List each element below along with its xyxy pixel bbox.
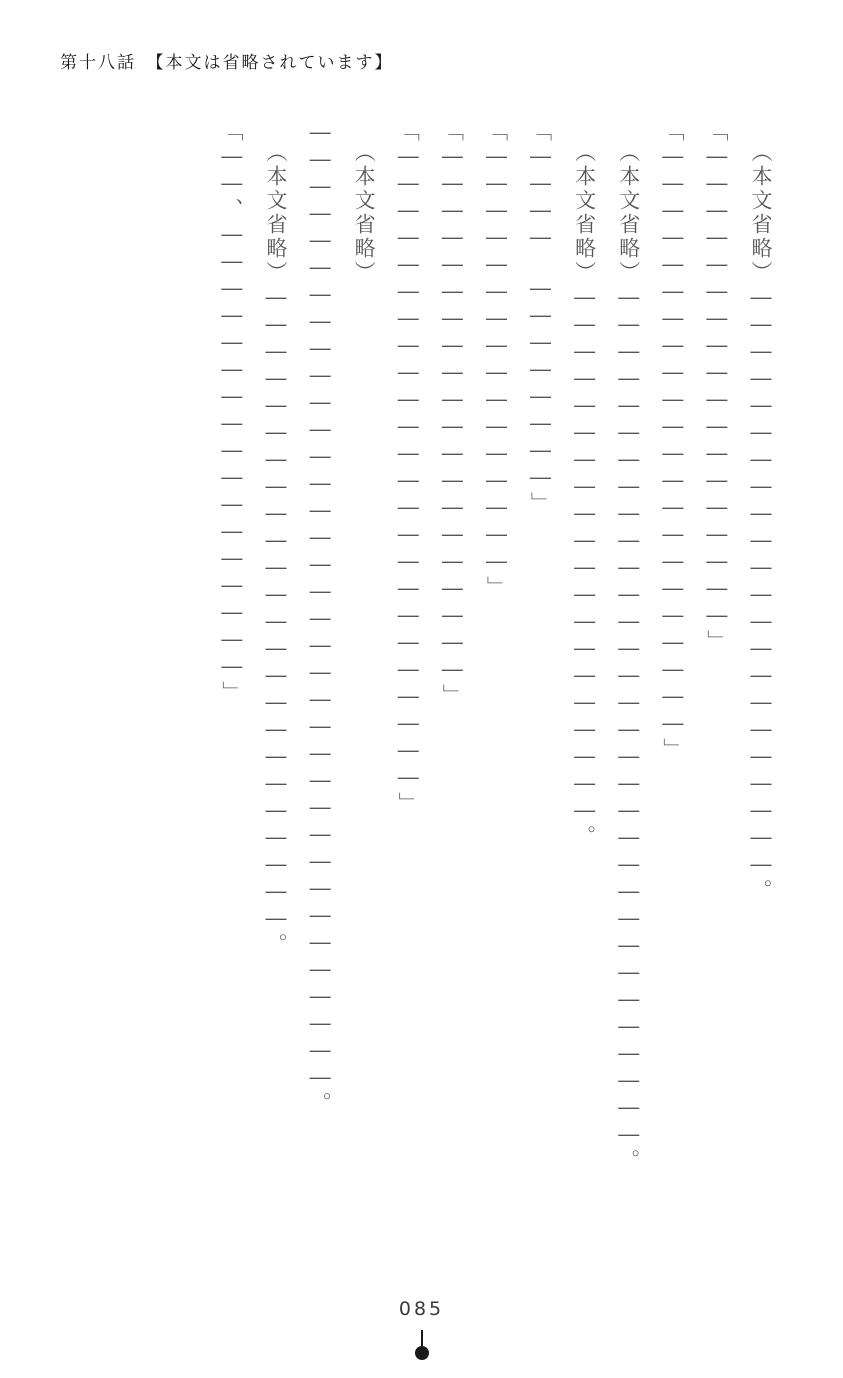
dialogue-line: 「――――――――――――――――――――――――」 — [396, 120, 421, 816]
dialogue-line: 「――――――――――――――――」 — [484, 120, 509, 600]
narration-line: （本文省略）――――――――――――――――――――。 — [572, 141, 597, 849]
dialogue-line: 「――――――――――――――――――」 — [704, 120, 729, 654]
running-header-chapter-title: 第十八話 【本文は省略されています】 — [60, 53, 394, 73]
narration-line: （本文省略）――――――――――――――――――――――――。 — [263, 141, 288, 957]
narration-line: （本文省略）――――――――――――――――――――――――――――――――。 — [616, 141, 641, 1173]
page-number: 085 — [398, 1298, 445, 1320]
narration-line: （本文省略）――――――――――――――――――――――。 — [749, 141, 773, 903]
dialogue-line: 「―――― ――――――――」 — [528, 120, 553, 516]
dialogue-line: 「――、―――――――――――――――――」 — [219, 120, 244, 705]
dialogue-line: 「――――――――――――――――――――――」 — [660, 120, 685, 762]
page-dot-ornament — [415, 1346, 429, 1360]
body-text-column-area — [93, 120, 783, 1250]
dialogue-line: 「――――――――――――――――――――」 — [440, 120, 465, 708]
narration-line: （本文省略）――――――――――――――――――――――――――――――――――――。 — [308, 120, 377, 1116]
